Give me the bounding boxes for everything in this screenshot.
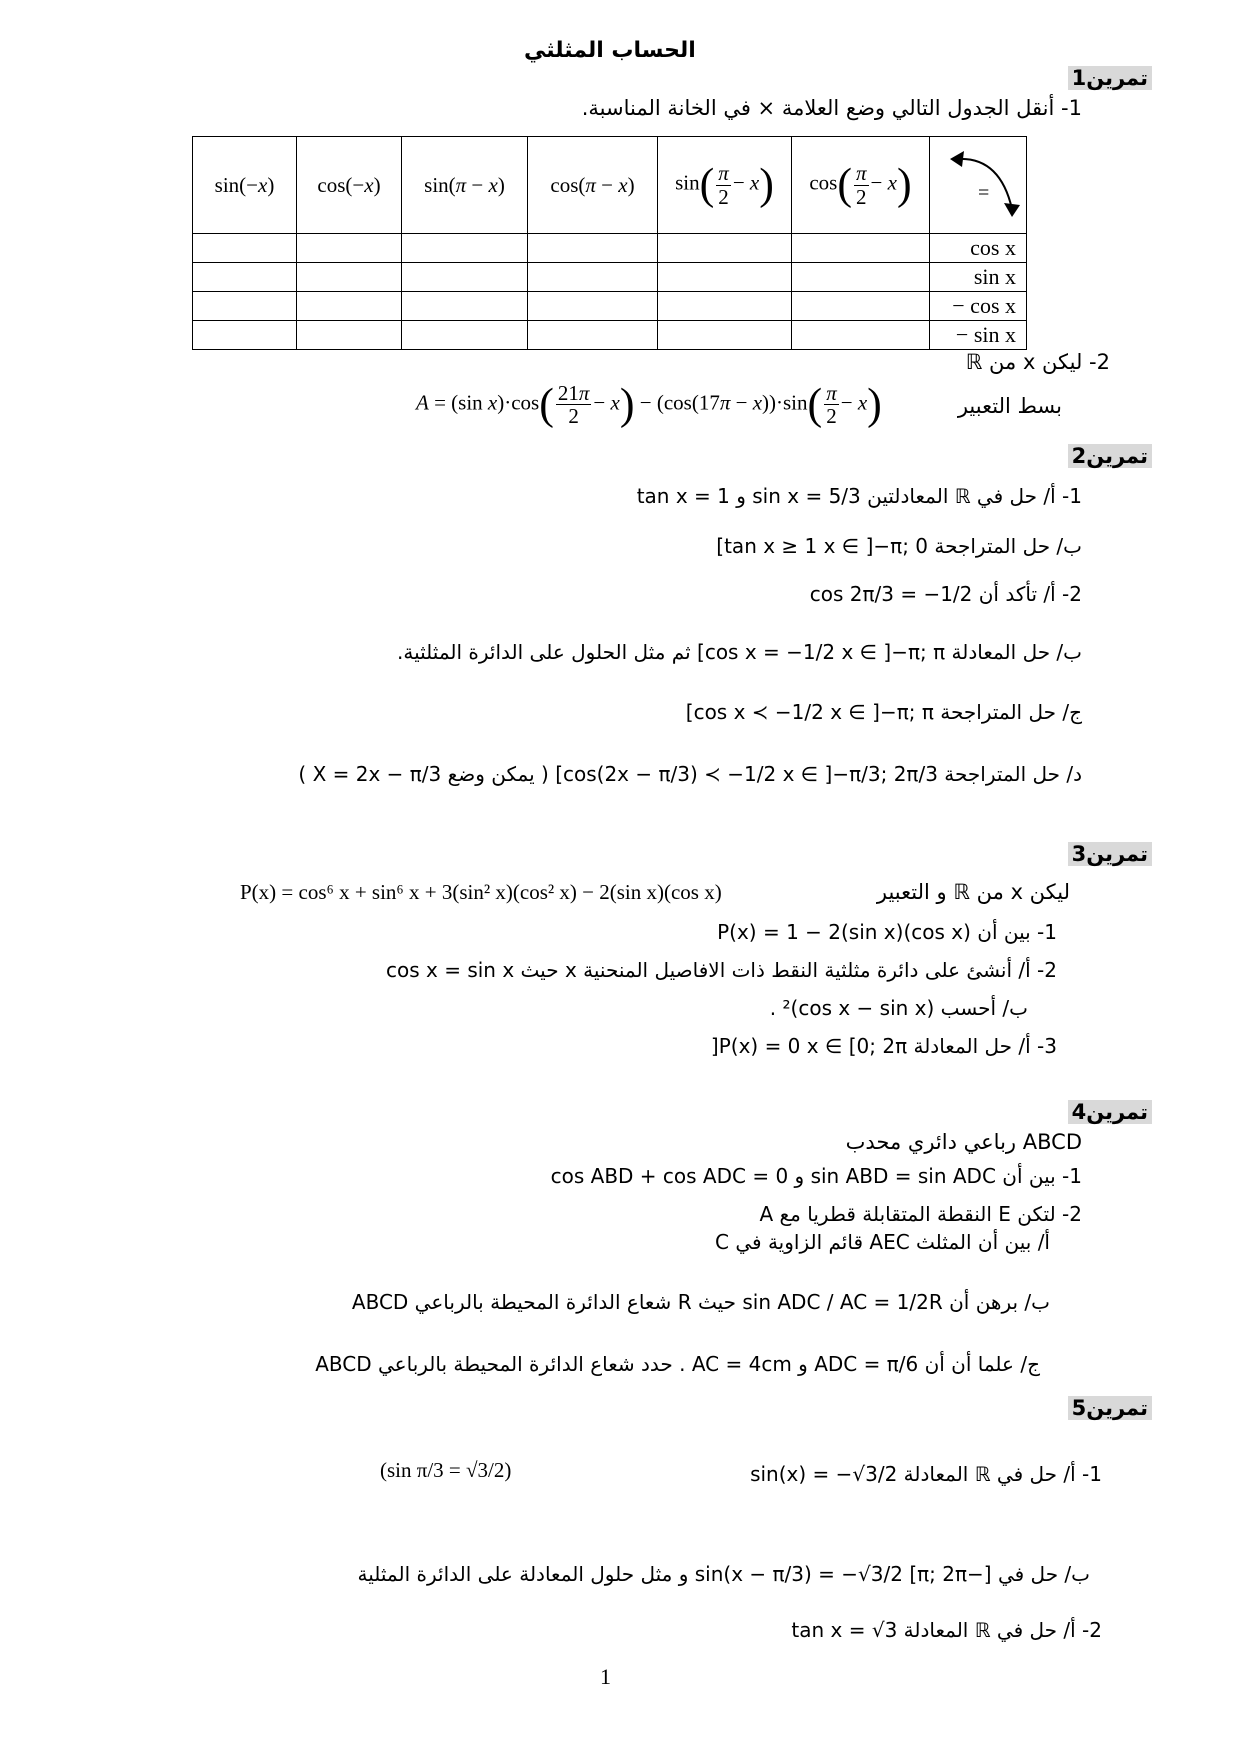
exercise-2-label: تمرين2 [1068, 444, 1152, 468]
ex5-question-1a: 1- أ/ حل في ℝ المعادلة sin(x) = −√3/2 [750, 1462, 1102, 1486]
table-cell[interactable] [193, 234, 297, 263]
table-cell[interactable] [658, 234, 792, 263]
table-cell[interactable] [658, 321, 792, 350]
ex4-question-1: 1- بين أن sin ABD = sin ADC و cos ABD + cos ADC = 0 [550, 1164, 1082, 1188]
table-cell[interactable] [528, 321, 658, 350]
header-equals-corner [930, 137, 1027, 234]
table-cell[interactable] [402, 263, 528, 292]
table-cell[interactable] [193, 263, 297, 292]
table-cell[interactable] [297, 263, 402, 292]
ex3-question-3: 3- أ/ حل المعادلة P(x) = 0 x ∈ [0; 2π[ [710, 1034, 1057, 1058]
table-cell[interactable] [792, 234, 930, 263]
page-title: الحساب المثلثي [524, 38, 696, 63]
exercise-1-label: تمرين1 [1068, 66, 1152, 90]
page-number: 1 [600, 1664, 611, 1689]
ex4-question-2a: أ/ بين أن المثلث AEC قائم الزاوية في C [715, 1230, 1050, 1254]
ex3-intro: ليكن x من ℝ و التعبير [876, 880, 1070, 904]
row-label: − sin x [930, 321, 1027, 350]
table-header-row [193, 137, 1027, 234]
table-cell[interactable] [193, 292, 297, 321]
table-cell[interactable] [297, 292, 402, 321]
ex1-expression-A: A = (sin x)·cos( $\frac{21\pi}{2}$ − x) − (cos(17π − x))·sin( $\frac{\pi}{2}$ − x) [416, 379, 882, 429]
table-row-cos-x [193, 234, 1027, 263]
ex5-question-1b: ب/ حل في [−π; 2π] sin(x − π/3) = −√3/2 و مثل حلول المعادلة على الدائرة المثلية [357, 1562, 1090, 1586]
ex4-question-2b: ب/ برهن أن sin ADC / AC = 1/2R حيث R شعاع الدائرة المحيطة بالرباعي ABCD [351, 1290, 1050, 1314]
ex1-table [192, 136, 1027, 350]
table-cell[interactable] [528, 234, 658, 263]
table-row-sin-x [193, 263, 1027, 292]
table-cell[interactable] [658, 263, 792, 292]
table-row-neg-sin-x [193, 321, 1027, 350]
exercise-4-label: تمرين4 [1068, 1100, 1152, 1124]
ex2-question-1a: 1- أ/ حل في ℝ المعادلتين sin x = 5/3 و tan x = 1 [636, 484, 1082, 508]
ex4-intro: ABCD رباعي دائري محدب [845, 1130, 1082, 1154]
row-label: sin x [930, 263, 1027, 292]
ex2-question-2b: ب/ حل المعادلة cos x = −1/2 x ∈ ]−π; π] ثم مثل الحلول على الدائرة المثلثية. [397, 640, 1082, 664]
ex4-question-2c: ج/ علما أن أن ADC = π/6 و AC = 4cm . حدد شعاع الدائرة المحيطة بالرباعي ABCD [315, 1352, 1040, 1376]
table-cell[interactable] [402, 292, 528, 321]
ex1-question-2: 2- ليكن x من ℝ [965, 350, 1110, 374]
table-cell[interactable] [792, 263, 930, 292]
ex5-question-2a: 2- أ/ حل في ℝ المعادلة tan x = √3 [791, 1618, 1102, 1642]
ex2-question-2d: د/ حل المتراجحة cos(2x − π/3) ≺ −1/2 x ∈ ]−π/3; 2π/3] ( يمكن وضع X = 2x − π/3 ) [298, 762, 1082, 786]
exercise-5-label: تمرين5 [1068, 1396, 1152, 1420]
table-cell[interactable] [792, 321, 930, 350]
row-label: cos x [930, 234, 1027, 263]
table-cell[interactable] [402, 321, 528, 350]
table-cell[interactable] [402, 234, 528, 263]
ex2-question-2c: ج/ حل المتراجحة cos x ≺ −1/2 x ∈ ]−π; π] [685, 700, 1082, 724]
table-cell[interactable] [193, 321, 297, 350]
exercise-3-label: تمرين3 [1068, 842, 1152, 866]
table-cell[interactable] [792, 292, 930, 321]
ex1-question-1: 1- أنقل الجدول التالي وضع العلامة × في الخانة المناسبة. [581, 96, 1082, 120]
row-label: − cos x [930, 292, 1027, 321]
ex2-question-2a: 2- أ/ تأكد أن cos 2π/3 = −1/2 [809, 582, 1082, 606]
ex3-question-2a: 2- أ/ أنشئ على دائرة مثلثية النقط ذات الافاصيل المنحنية x حيث cos x = sin x [386, 958, 1057, 982]
table-cell[interactable] [297, 234, 402, 263]
ex4-question-2: 2- لتكن E النقطة المتقابلة قطريا مع A [759, 1202, 1082, 1226]
ex3-expression-P: P(x) = cos⁶ x + sin⁶ x + 3(sin² x)(cos² x) − 2(sin x)(cos x) [240, 880, 722, 904]
header-cos-half-pi-minus-x: cos( $\frac{\pi}{2}$ − x) [792, 137, 930, 234]
header-sin-neg-x: sin(−x) [193, 137, 297, 234]
table-cell[interactable] [528, 292, 658, 321]
table-cell[interactable] [658, 292, 792, 321]
ex3-question-2b: ب/ أحسب (cos x − sin x)² . [769, 996, 1028, 1020]
ex5-hint: (sin π/3 = √3/2) [380, 1458, 512, 1482]
curved-arrow-icon [930, 137, 1026, 227]
header-cos-pi-minus-x: cos(π − x) [528, 137, 658, 234]
ex3-question-1: 1- بين أن P(x) = 1 − 2(sin x)(cos x) [717, 920, 1057, 944]
table-cell[interactable] [528, 263, 658, 292]
header-sin-half-pi-minus-x: sin( $\frac{\pi}{2}$ − x) [658, 137, 792, 234]
table-row-neg-cos-x [193, 292, 1027, 321]
header-sin-pi-minus-x: sin(π − x) [402, 137, 528, 234]
ex2-question-1b: ب/ حل المتراجحة tan x ≥ 1 x ∈ ]−π; 0] [716, 534, 1082, 558]
table-cell[interactable] [297, 321, 402, 350]
header-cos-neg-x: cos(−x) [297, 137, 402, 234]
svg-text:=: = [978, 182, 990, 204]
ex1-question-2-simplify: بسط التعبير [957, 394, 1062, 418]
